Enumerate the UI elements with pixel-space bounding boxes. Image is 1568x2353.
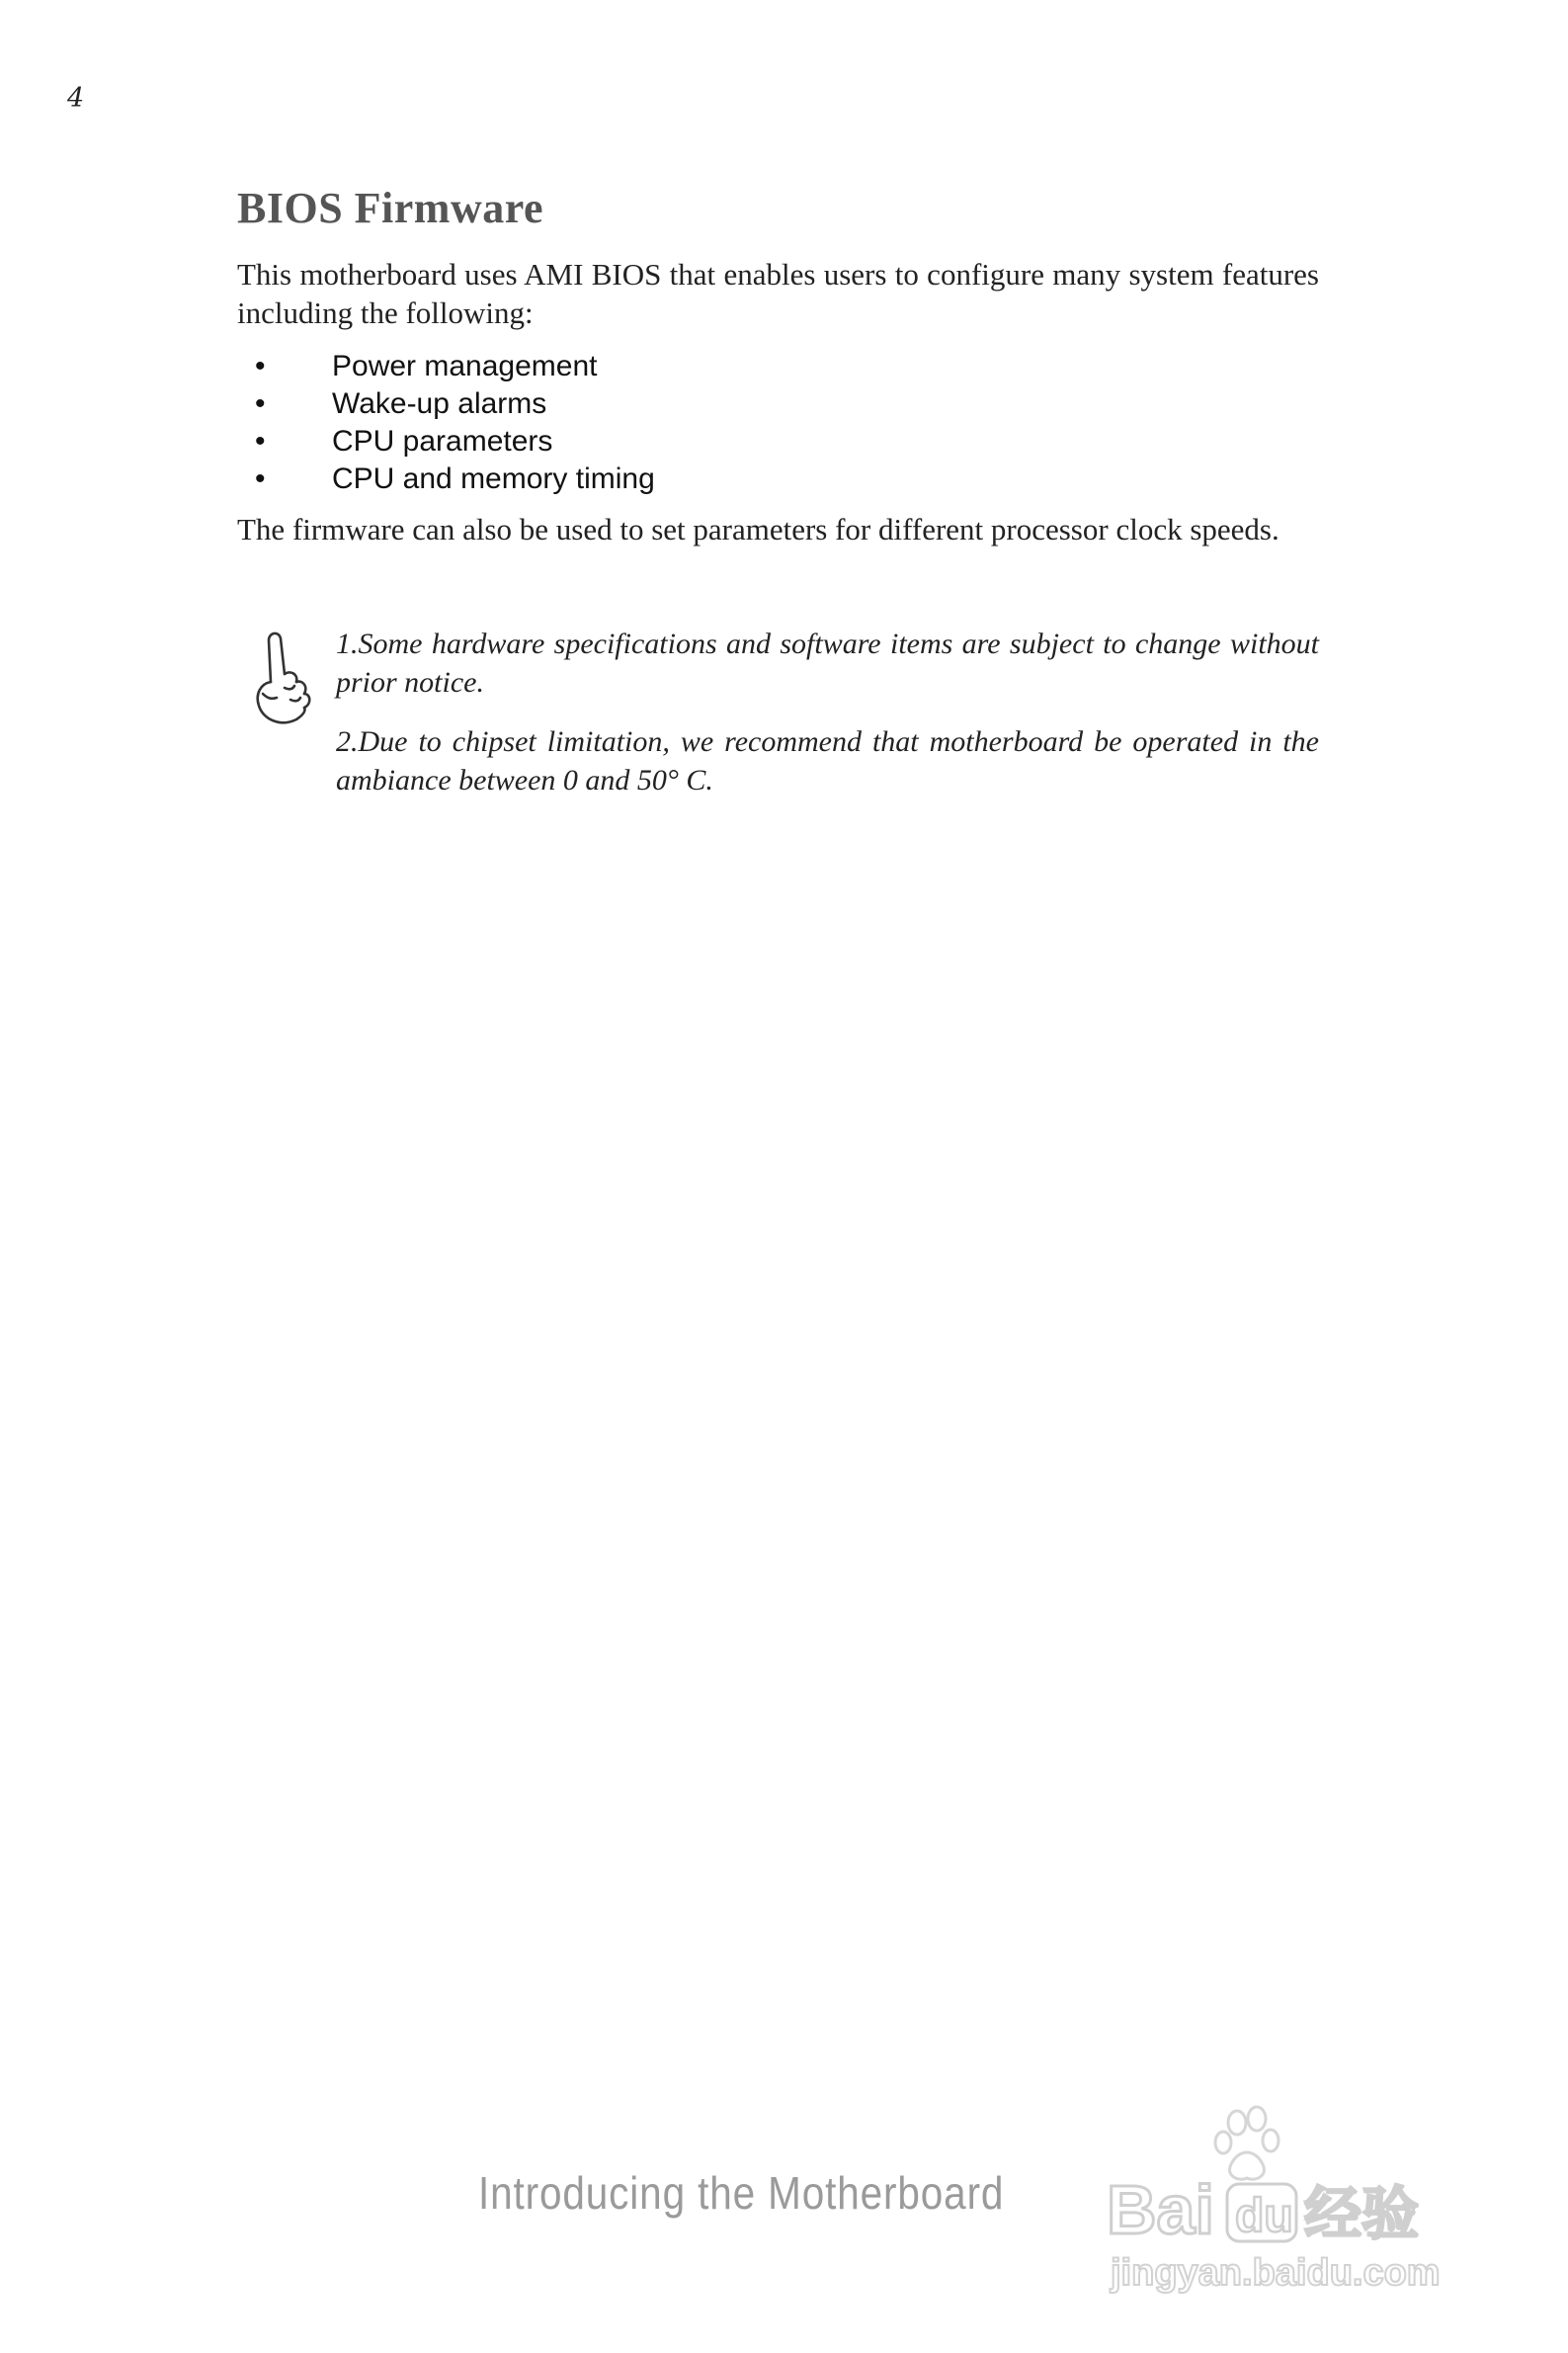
closing-paragraph: The firmware can also be used to set parameters for different processor clock speeds. [237, 512, 1279, 546]
list-item-text: CPU and memory timing [332, 462, 655, 495]
svg-text:du: du [1235, 2190, 1293, 2242]
section-heading: BIOS Firmware [237, 184, 543, 232]
list-item-text: Wake-up alarms [332, 387, 547, 420]
bullet-glyph: • [255, 387, 266, 420]
pointing-hand-icon [241, 625, 320, 733]
list-item [237, 423, 1319, 461]
bullet-glyph: • [255, 425, 266, 458]
baidu-watermark-logo [1107, 2105, 1482, 2303]
list-item [237, 461, 1319, 498]
list-item-text: CPU parameters [332, 425, 553, 458]
intro-paragraph: This motherboard uses AMI BIOS that enables users to configure many system features including the following: [237, 257, 1319, 330]
main-content [237, 183, 1319, 548]
bullet-glyph: • [255, 350, 266, 382]
page-number: 4 [67, 83, 85, 114]
svg-text:Bai: Bai [1107, 2171, 1214, 2248]
list-item [237, 385, 1319, 423]
note-item: 1.Some hardware specifications and software items are subject to change without prior notice. [336, 628, 1319, 699]
note-item: 2.Due to chipset limitation, we recommend that motherboard be operated in the ambiance between 0 and 50° C. [336, 725, 1319, 797]
footer-title: Introducing the Motherboard [478, 2167, 1005, 2219]
feature-list [237, 348, 1319, 498]
note-text [336, 625, 1319, 799]
list-item-text: Power management [332, 350, 598, 382]
svg-text:经验: 经验 [1304, 2180, 1420, 2247]
svg-text:jingyan.baidu.com: jingyan.baidu.com [1111, 2252, 1441, 2294]
bullet-glyph: • [255, 462, 266, 495]
note-block [237, 625, 1319, 820]
list-item [237, 348, 1319, 385]
